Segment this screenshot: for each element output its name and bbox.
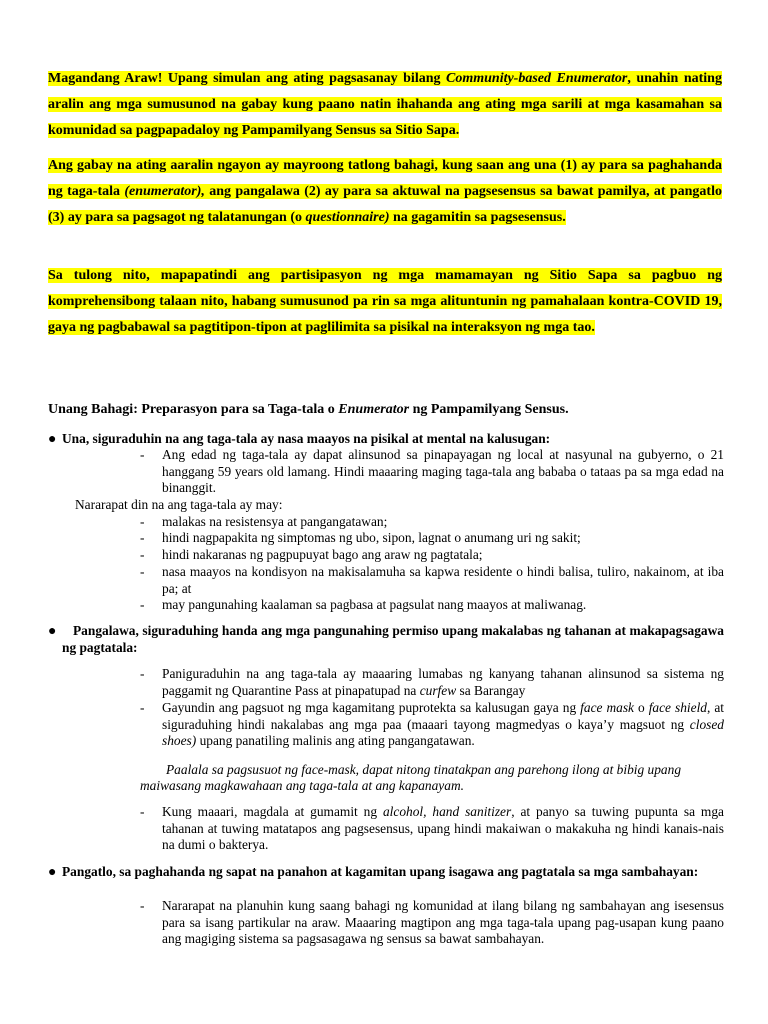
text-run: , at panyo sa tuwing pupunta sa mga tahanan at tuwing matatapos ang pagsesensus, upang hindi makaiwan o makakuha ng hindi kanais-nais na dumi o bakterya. [162, 804, 724, 852]
intro-emphasis: questionnaire) [305, 210, 390, 225]
list-item [140, 700, 724, 750]
intro-text: Magandang Araw! Upang simulan ang ating pagsasanay bilang [48, 71, 446, 86]
intro-text: Ang gabay na ating aaralin ngayon ay mayroong tatlong bahagi, kung saan ang una (1) ay para sa paghahanda ng taga-tala [48, 158, 722, 199]
list-item-text [140, 700, 724, 750]
list-item-text: nasa maayos na kondisyon na makisalamuha sa kapwa residente o hindi balisa, tuliro, nakainom, at iba pa; at [162, 564, 724, 596]
text-emphasis: face shield [648, 700, 707, 715]
bullet-1-subheading: Nararapat din na ang taga-tala ay may: [75, 497, 283, 512]
section-title-emphasis: Enumerator [338, 402, 410, 417]
intro-emphasis: Community-based Enumerator [446, 71, 628, 86]
list-item [140, 514, 724, 531]
bullet-2-heading: Pangalawa, siguraduhing handa ang mga pangunahing permiso upang makalabas ng tahanan at makapagsagawa ng pagtatala: [62, 623, 724, 655]
dash-icon: - [140, 597, 145, 612]
section-title [48, 402, 569, 418]
intro-text: ang pangalawa (2) ay para sa aktuwal na pagsesensus sa bawat pamilya, at pangatlo (3) ay para sa pagsagot ng talatanungan (o [48, 184, 722, 225]
dash-icon: - [140, 666, 145, 681]
bullet-3-heading: Pangatlo, sa paghahanda ng sapat na panahon at kagamitan upang isagawa ang pagtatala sa mga sambahayan: [62, 864, 699, 879]
dash-icon: - [140, 700, 145, 715]
dash-icon: - [140, 898, 145, 913]
text-run: upang panatiling malinis ang ating pangangatawan. [196, 733, 475, 748]
section-title-text: Unang Bahagi: Preparasyon para sa Taga-tala o [48, 402, 339, 417]
intro-emphasis: (enumerator), [124, 184, 205, 199]
text-run: , at siguraduhing hindi nakalabas ang mga paa (maaari tayong magmedyas o kaya’y magsuot ng [162, 700, 725, 732]
list-item [140, 597, 724, 614]
bullet-icon: ● [48, 865, 57, 880]
text-emphasis: closed shoes) [162, 716, 724, 748]
list-item-text: Ang edad ng taga-tala ay dapat alinsunod sa pinapayagan ng local at nasyunal na gubyerno, o 21 hanggang 59 years old lamang. Hindi maaaring maging taga-tala ang bababa o tataas pa sa mga edad na binanggit. [162, 447, 724, 495]
intro-paragraph-2 [48, 153, 722, 231]
dash-icon: - [140, 530, 145, 545]
list-item-text [140, 666, 724, 699]
text-run: o [633, 700, 649, 715]
list-item [140, 804, 724, 854]
intro-text: , unahin nating aralin ang mga sumusunod na gabay kung paano natin ihahanda ang ating mga sarili at mga kasamahan sa komunidad sa pagpapadaloy ng Pampamilyang Sensus sa Sitio Sapa. [48, 71, 722, 138]
list-item-text: hindi nagpapakita ng simptomas ng ubo, sipon, lagnat o anumang uri ng sakit; [162, 530, 581, 545]
dash-icon: - [140, 447, 145, 462]
section-title-text: ng Pampamilyang Sensus. [409, 402, 569, 417]
intro-text: Sa tulong nito, mapapatindi ang partisipasyon ng mga mamamayan ng Sitio Sapa sa pagbuo ng komprehensibong talaan nito, habang sumusunod pa rin sa mga alituntunin ng pamahalaan kontra-COVID 19, gaya ng pagbabawal sa pagtitipon-tipon at paglilimita sa pisikal na interaksyon ng mga tao. [48, 268, 722, 335]
intro-paragraph-1 [48, 66, 722, 144]
text-emphasis: alcohol, hand sanitizer [382, 804, 512, 819]
text-run: Kung maaari, magdala at gumamit ng [162, 804, 383, 819]
list-item-text: malakas na resistensya at pangangatawan; [162, 514, 388, 529]
list-item [140, 530, 724, 547]
list-item-text: hindi nakaranas ng pagpupuyat bago ang araw ng pagtatala; [162, 547, 483, 562]
dash-icon: - [140, 804, 145, 819]
text-run: Paniguraduhin na ang taga-tala ay maaaring lumabas ng kanyang tahanan alinsunod sa sistema ng paggamit ng Quarantine Pass at pinapatupad na [162, 666, 724, 698]
dash-icon: - [140, 564, 145, 579]
text-run: Gayundin ang pagsuot ng mga kagamitang puprotekta sa kalusugan gaya ng [162, 700, 581, 715]
bullet-1-heading: Una, siguraduhin na ang taga-tala ay nasa maayos na pisikal at mental na kalusugan: [62, 431, 551, 446]
list-item [140, 898, 724, 948]
list-item-text: may pangunahing kaalaman sa pagbasa at pagsulat nang maayos at maliwanag. [162, 597, 587, 612]
intro-paragraph-3 [48, 263, 722, 341]
reminder-note: Paalala sa pagsusuot ng face-mask, dapat nitong tinatakpan ang parehong ilong at bibig upang maiwasang magkawahaan ang taga-tala at ang kapanayam. [140, 762, 682, 793]
list-item [140, 666, 724, 699]
list-item [140, 547, 724, 564]
bullet-icon: ● [48, 432, 57, 447]
dash-icon: - [140, 514, 145, 529]
text-emphasis: curfew [419, 682, 457, 698]
text-emphasis: face mask [580, 700, 634, 715]
list-item [140, 564, 724, 597]
bullet-icon: ● [48, 624, 57, 639]
text-run: sa Barangay [456, 682, 526, 698]
list-item [140, 447, 724, 497]
intro-text: na gagamitin sa pagsesensus. [389, 210, 566, 225]
list-item-text [140, 804, 724, 854]
list-item-text: Nararapat na planuhin kung saang bahagi ng komunidad at ilang bilang ng sambahayan ang isesensus para sa isang partikular na araw. Maaaring magtipon ang mga taga-tala upang pag-usapan kung paano ang magiging sistema sa pagsasagawa ng sensus sa bawat sambahayan. [162, 898, 724, 946]
dash-icon: - [140, 547, 145, 562]
